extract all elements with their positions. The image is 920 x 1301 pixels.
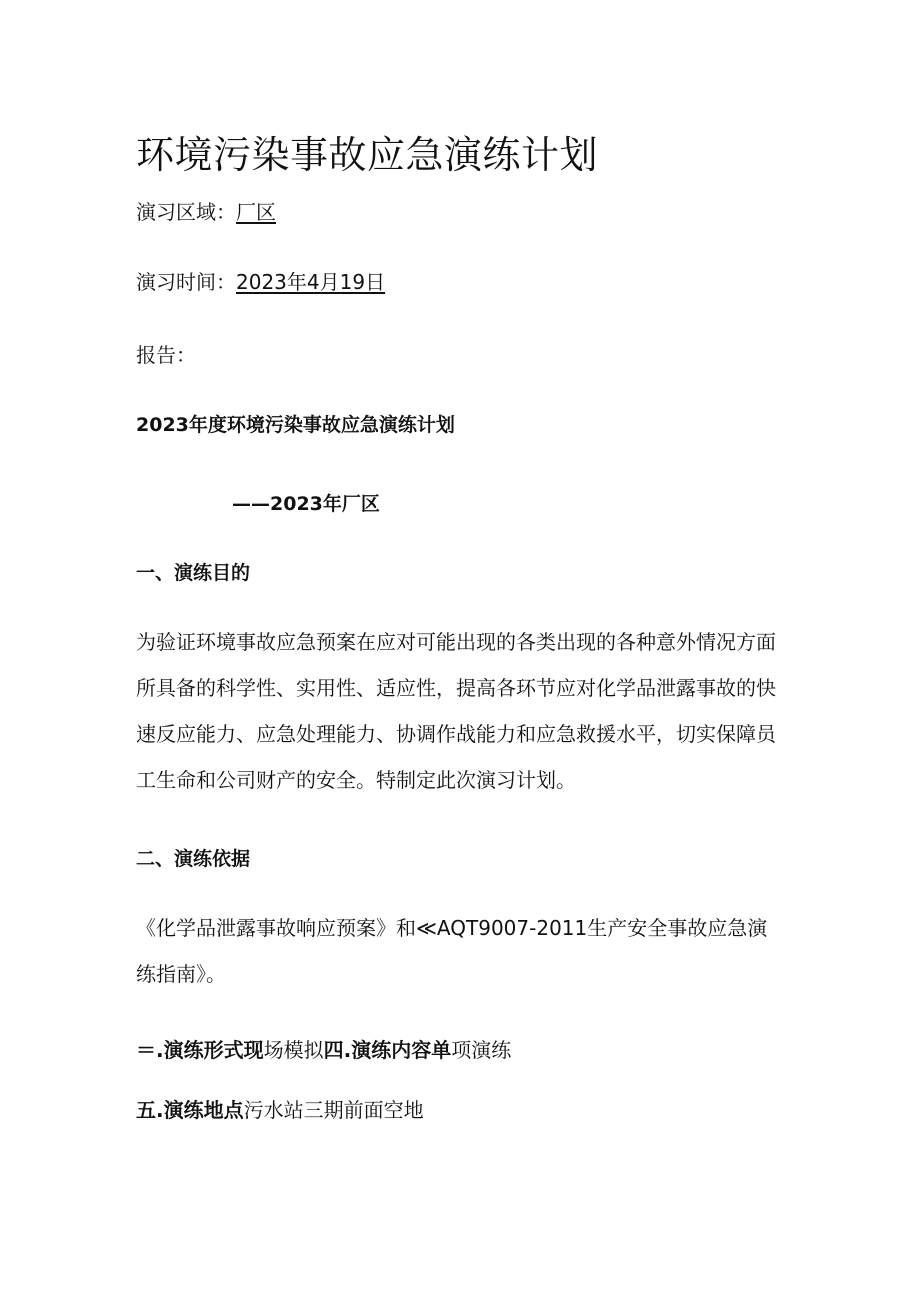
- plan-title: 2023年度环境污染事故应急演练计划: [136, 414, 455, 436]
- section-1-line: 工生命和公司财产的安全。特制定此次演习计划。: [136, 768, 576, 792]
- report-label: 报告：: [136, 343, 196, 367]
- section-2-line: 《化学品泄露事故响应预案》和≪AQT9007-2011生产安全事故应急演: [136, 916, 768, 940]
- section-3-text: 场模拟: [263, 1038, 324, 1062]
- section-3-4-line: [136, 1036, 511, 1064]
- section-5-text: 污水站三期前面空地: [243, 1098, 424, 1122]
- drill-time-value: 2023年4月19日: [236, 270, 386, 294]
- section-2-heading: 二、演练依据: [136, 848, 251, 870]
- section-4-heading: 四.演练内容单: [323, 1038, 452, 1062]
- section-4-text: 项演练: [451, 1038, 512, 1062]
- drill-area-value: 厂区: [236, 200, 276, 224]
- section-1-heading: 一、演练目的: [136, 562, 251, 584]
- section-5-heading: 五.演练地点: [136, 1098, 244, 1122]
- drill-time-line: [136, 268, 385, 296]
- drill-time-label: 演习时间：: [136, 270, 236, 294]
- section-5-line: [136, 1096, 424, 1124]
- drill-area-line: [136, 198, 276, 226]
- section-1-line: 所具备的科学性、实用性、适应性，提高各环节应对化学品泄露事故的快: [136, 676, 776, 700]
- section-2-body: [136, 905, 791, 997]
- section-1-line: 为验证环境事故应急预案在应对可能出现的各类出现的各种意外情况方面: [136, 630, 776, 654]
- plan-subtitle: ——2023年厂区: [232, 493, 380, 515]
- section-2-line: 练指南》。: [136, 962, 226, 986]
- section-3-heading: ＝.演练形式现: [136, 1038, 264, 1062]
- section-1-body: [136, 619, 791, 803]
- document-title: 环境污染事故应急演练计划: [136, 133, 599, 177]
- section-1-line: 速反应能力、应急处理能力、协调作战能力和应急救援水平，切实保障员: [136, 722, 776, 746]
- drill-area-label: 演习区域：: [136, 200, 236, 224]
